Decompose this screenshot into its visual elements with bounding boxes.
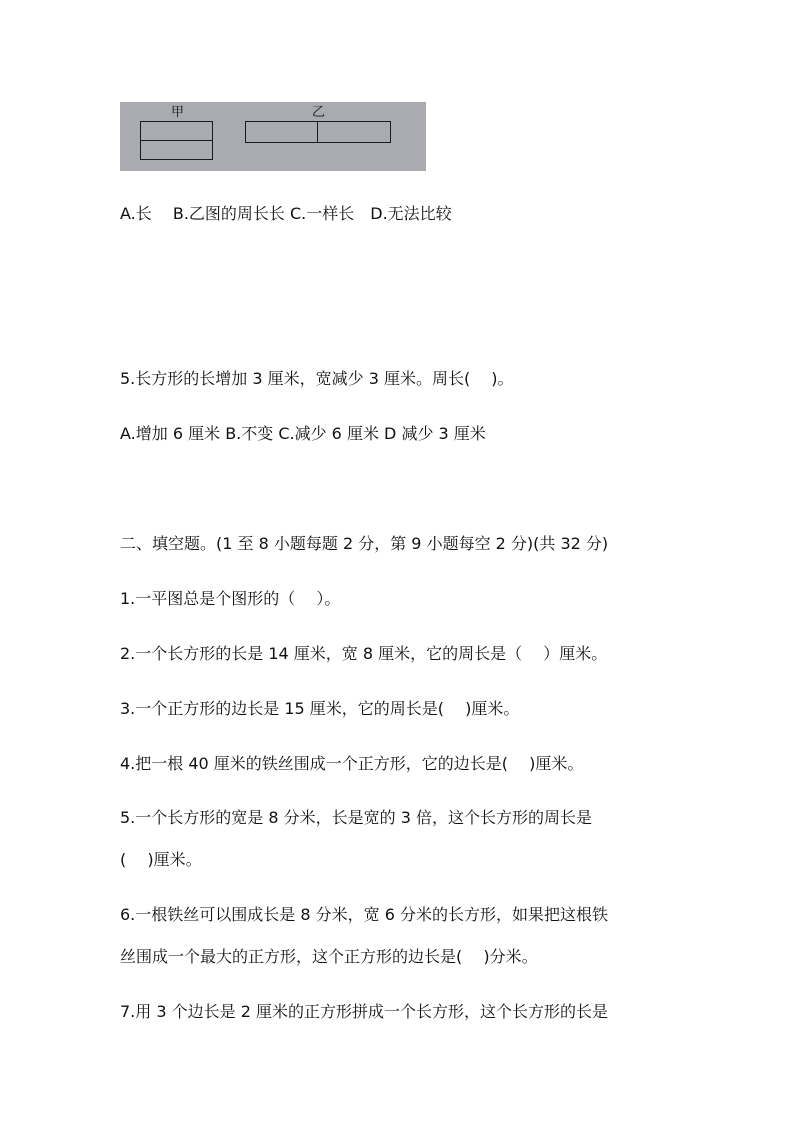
fill-item-5-line-2: ( )厘米。 — [120, 850, 202, 869]
q5-question: 5.长方形的长增加 3 厘米，宽减少 3 厘米。周长( )。 — [120, 369, 514, 388]
fill-item-5-line-1: 5.一个长方形的宽是 8 分米，长是宽的 3 倍，这个长方形的周长是 — [120, 808, 592, 827]
q4-options: A.长 B.乙图的周长长 C.一样长 D.无法比较 — [120, 204, 452, 223]
fill-item-2: 2.一个长方形的长是 14 厘米，宽 8 厘米，它的周长是（ ）厘米。 — [120, 644, 608, 663]
rectangle-yi-divider — [317, 122, 318, 142]
figure-label-jia: 甲 — [171, 105, 185, 120]
figure-label-yi: 乙 — [312, 105, 326, 120]
fill-item-3: 3.一个正方形的边长是 15 厘米，它的周长是( )厘米。 — [120, 699, 520, 718]
fill-item-4: 4.把一根 40 厘米的铁丝围成一个正方形，它的边长是( )厘米。 — [120, 754, 584, 773]
rectangle-jia — [140, 121, 213, 160]
section-2-heading: 二、填空题。(1 至 8 小题每题 2 分，第 9 小题每空 2 分)(共 32 分) — [120, 534, 609, 553]
rectangle-yi — [245, 121, 391, 143]
fill-item-6-line-2: 丝围成一个最大的正方形，这个正方形的边长是( )分米。 — [120, 947, 538, 966]
q5-options: A.增加 6 厘米 B.不变 C.减少 6 厘米 D 减少 3 厘米 — [120, 424, 486, 443]
rectangle-comparison-figure — [120, 102, 426, 171]
fill-item-7-line-1: 7.用 3 个边长是 2 厘米的正方形拼成一个长方形，这个长方形的长是 — [120, 1002, 608, 1021]
fill-item-1: 1.一平图总是个图形的（ ）。 — [120, 589, 341, 608]
rectangle-jia-divider — [141, 140, 212, 141]
fill-item-6-line-1: 6.一根铁丝可以围成长是 8 分米，宽 6 分米的长方形，如果把这根铁 — [120, 905, 608, 924]
